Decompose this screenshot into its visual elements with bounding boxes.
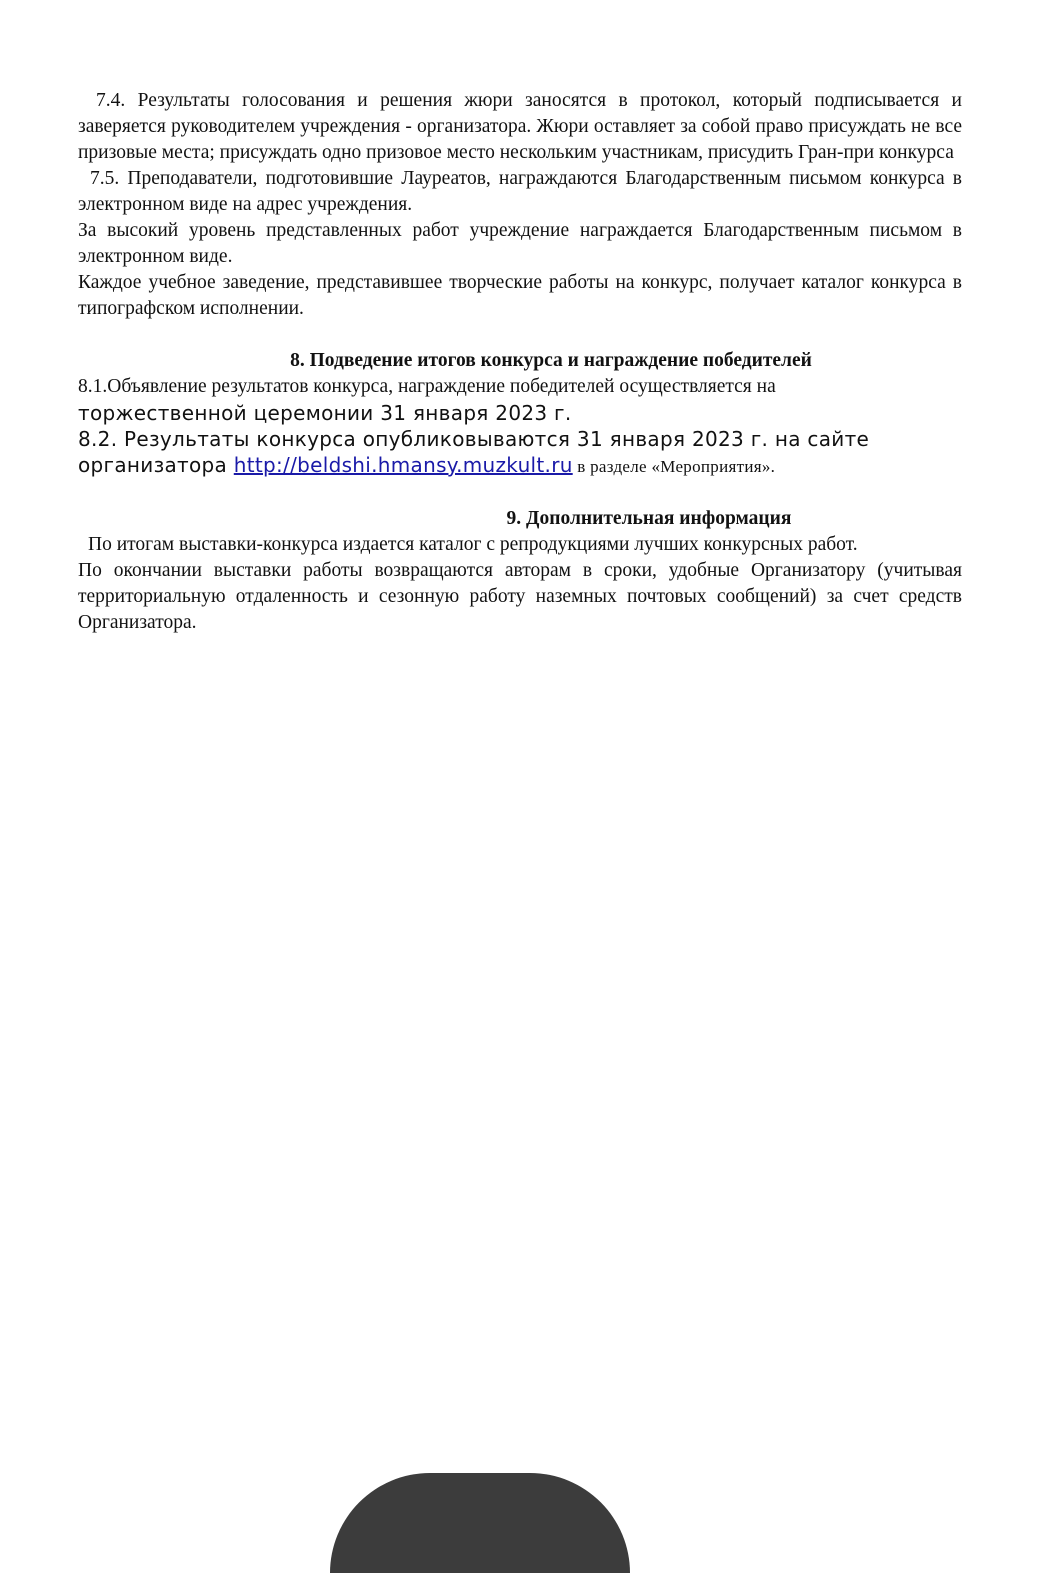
paragraph-institution-award: За высокий уровень представленных работ учреждение награждается Благодарственным письмом в электронном виде. <box>78 220 962 267</box>
paragraph-8-2-text: 8.2. Результаты конкурса опубликовываются 31 января 2023 г. на сайте организатора <box>78 427 870 477</box>
paragraph-catalog: Каждое учебное заведение, представившее творческие работы на конкурс, получает каталог конкурса в типографском исполнении. <box>78 272 962 319</box>
page-scroll-indicator[interactable] <box>330 1473 630 1573</box>
document-page <box>78 88 962 636</box>
paragraph-8-1: 8.1.Объявление результатов конкурса, награждение победителей осуществляется на <box>78 376 776 397</box>
paragraph-7-4: 7.4. Результаты голосования и решения жюри заносятся в протокол, который подписывается и заверяется руководителем учреждения - организатора. Жюри оставляет за собой право присуждать не все призовые места; присуждать одно призовое место нескольким участникам, присудить Гран-при конкурса <box>78 90 962 163</box>
section-9-heading: 9. Дополнительная информация <box>506 508 792 529</box>
section-8-heading: 8. Подведение итогов конкурса и награждение победителей <box>290 350 812 371</box>
paragraph-8-2 <box>78 426 962 480</box>
paragraph-7-5: 7.5. Преподаватели, подготовившие Лауреатов, награждаются Благодарственным письмом конкурса в электронном виде на адрес учреждения. <box>78 168 962 215</box>
paragraph-8-1-continued: торжественной церемонии 31 января 2023 г. <box>78 401 572 425</box>
paragraph-9-1: По итогам выставки-конкурса издается каталог с репродукциями лучших конкурсных работ. <box>88 534 858 555</box>
paragraph-8-2-tail: в разделе «Мероприятия». <box>572 457 776 476</box>
organizer-website-link[interactable]: http://beldshi.hmansy.muzkult.ru <box>233 453 573 477</box>
paragraph-9-2: По окончании выставки работы возвращаются авторам в сроки, удобные Организатору (учитывая территориальную отдаленность и сезонную работу наземных почтовых сообщений) за счет средств Организатора. <box>78 560 962 633</box>
